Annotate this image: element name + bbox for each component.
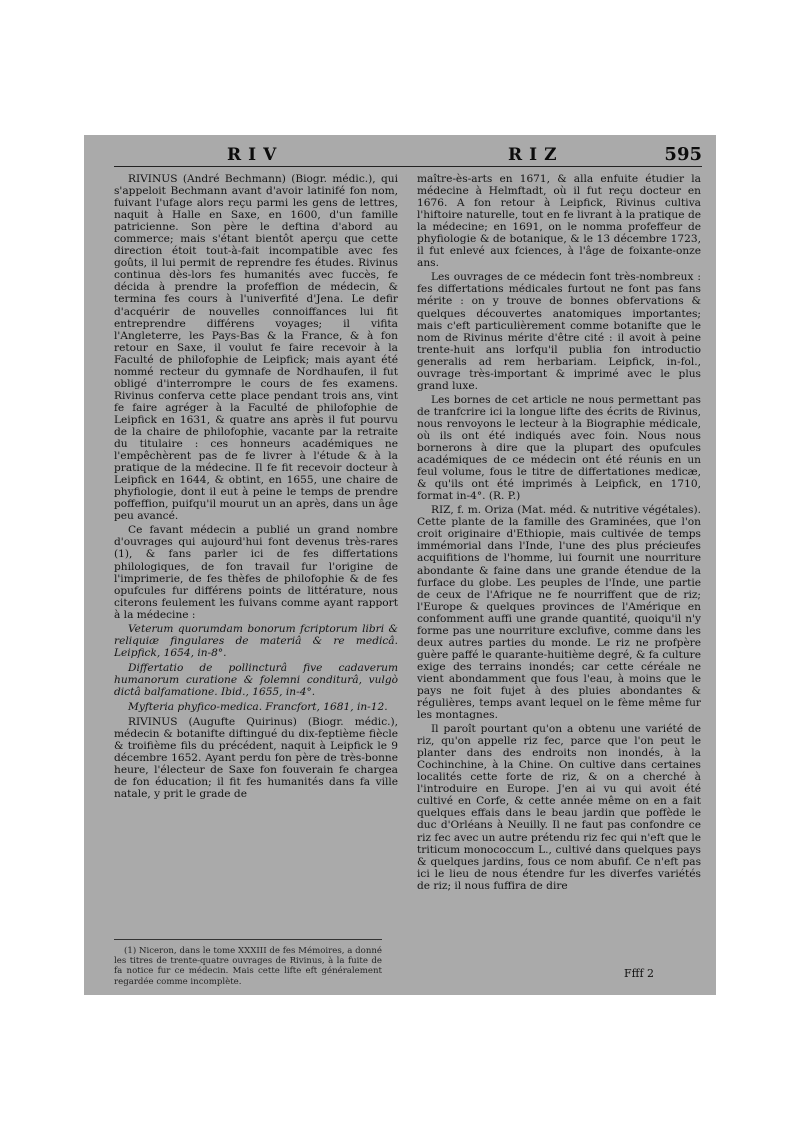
paragraph-works-intro: Ce favant médecin a publié un grand nombre d'ouvrages qui aujourd'hui font devenus très-rares (1), & fans parler ici de fes differtations philologiques, de fon travail fur l'origine de l'imprimerie, de fes thèfes de philofophie & de fes opufcules fur différens points de littérature, nous citerons feulement les fuivans comme ayant rapport à la médecine : xyxy=(114,524,398,621)
scanned-page xyxy=(84,135,716,995)
entry-rivinus-andre: RIVINUS (André Bechmann) (Biogr. médic.), qui s'appeloit Bechmann avant d'avoir latinifé fon nom, fuivant l'ufage alors reçu parmi les gens de lettres, naquit à Halle en Saxe, en 1600, d'un famille patricienne. Son père le deftina d'abord au commerce; mais s'étant bientôt aperçu que cette direction étoit tout-à-fait incompatible avec fes goûts, il lui permit de reprendre fes études. Rivinus continua dès-lors fes humanités avec fuccès, fe décida à prendre la profeffion de médecin, & termina fes cours à l'univerfité d'Jena. Le defir d'acquérir de nouvelles connoiffances lui fit entreprendre différens voyages; il vifita l'Angleterre, les Pays-Bas & la France, & à fon retour en Saxe, il voulut fe faire recevoir à la Faculté de philofophie de Leipfick; mais ayant été nommé recteur du gymnafe de Nordhaufen, il fut obligé d'interrompre le cours de fes examens. Rivinus conferva cette place pendant trois ans, vint fe faire agréger à la Faculté de philofophie de Leipfick en 1631, & quatre ans après il fut pourvu de la chaire de philofophie, vacante par la retraite du titulaire : ces honneurs académiques ne l'empêchèrent pas de fe livrer à l'étude & à la pratique de la médecine. Il fe fit recevoir docteur à Leipfick en 1644, & obtint, en 1655, une chaire de phyfiologie, dont il eut à peine le temps de prendre poffeffion, puifqu'il mourut un an après, dans un âge peu avancé. xyxy=(114,173,398,523)
entry-rivinus-augufte: RIVINUS (Augufte Quirinus) (Biogr. médic.), médecin & botanifte diftingué du dix-feptième fiècle & troifième fils du précédent, naquit à Leipfick le 9 décembre 1652. Ayant perdu fon père de très-bonne heure, l'électeur de Saxe fon fouverain fe chargea de fon éducation; il fit fes humanités dans fa ville natale, y prit le grade de xyxy=(114,716,398,801)
signature-mark: Ffff 2 xyxy=(624,967,655,980)
running-head-right: RIZ xyxy=(508,145,564,165)
entry-riz: RIZ, f. m. Oriza (Mat. méd. & nutritive végétales). Cette plante de la famille des Graminées, que l'on croit originaire d'Ethiopie, mais cultivée de temps immémorial dans l'Inde, l'une des plus précieufes acquifitions de l'homme, lui fournit une nourriture abondante & faine dans une grande étendue de la furface du globe. Les peuples de l'Inde, une partie de ceux de l'Afrique ne fe nourriffent que de riz; l'Europe & quelques provinces de l'Amérique en confomment auffi une grande quantité, quoiqu'il n'y forme pas une nourriture exclufive, comme dans les deux autres parties du monde. Le riz ne profpère guère paffé le quarante-huitième degré, & fa culture exige des terrains inondés; car cette céréale ne vient abondamment que fous l'eau, à moins que le pays ne foit fujet à des pluies abondantes & régulières, temps avant lequel on le fème même fur les montagnes. xyxy=(417,504,701,722)
paragraph-rivinus-works: Les ouvrages de ce médecin font très-nombreux : fes differtations médicales furtout ne font pas fans mérite : on y trouve de bonnes obfervations & quelques découvertes anatomiques importantes; mais c'eft particulièrement comme botanifte que le nom de Rivinus mérite d'être cité : il avoit à peine trente-huit ans lorfqu'il publia fon introductio generalis ad rem herbariam. Leipfick, in-fol., ouvrage très-important & imprimé avec le plus grand luxe. xyxy=(417,271,701,392)
paragraph-riz-fec: Il paroît pourtant qu'on a obtenu une variété de riz, qu'on appelle riz fec, parce que l'on peut le planter dans des endroits non inondés, à la Cochinchine, à la Chine. On cultive dans certaines localités cette forte de riz, & on a cherché à l'introduire en Europe. J'en ai vu qui avoit été cultivé en Corfe, & cette année même on en a fait quelques effais dans le beau jardin que poffède le duc d'Orléans à Neuilly. Il ne faut pas confondre ce riz fec avec un autre prétendu riz fec qui n'eft que le triticum monococcum L., cultivé dans quelques pays & quelques jardins, fous ce nom abufif. Ce n'eft pas ici le lieu de nous étendre fur les diverfes variétés de riz; il nous fuffira de dire xyxy=(417,723,702,892)
citation-differtatio: Differtatio de pollincturâ five cadaverum humanorum curatione & folemni conditurâ, vulgò dictâ balfamatione. Ibid., 1655, in-4°. xyxy=(114,661,398,698)
footnote-text: (1) Niceron, dans le tome XXXIII de fes Mémoires, a donné les titres de trente-quatre ouvrages de Rivinus, à la fuite de fa notice fur ce médecin. Mais cette lifte eft généralement regardée comme incomplète. xyxy=(114,946,382,987)
footnote-rule xyxy=(114,939,382,940)
paragraph-rivinus-bornes: Les bornes de cet article ne nous permettant pas de tranfcrire ici la longue lifte des écrits de Rivinus, nous renvoyons le lecteur à la Biographie médicale, où ils ont été indiqués avec foin. Nous nous bornerons à dire que la plupart des opufcules académiques de ce médecin ont été réunis en un feul volume, fous le titre de differtationes medicæ, & qu'ils ont été imprimés à Leipfick, en 1710, format in-4°. (R. P.) xyxy=(417,393,701,503)
footnote xyxy=(114,946,382,987)
running-head-left: RIV xyxy=(227,145,284,165)
right-column xyxy=(417,173,701,894)
paragraph-rivinus-continued: maître-ès-arts en 1671, & alla enfuite étudier la médecine à Helmftadt, où il fut reçu docteur en 1676. A fon retour à Leipfick, Rivinus cultiva l'hiftoire naturelle, tout en fe livrant à la pratique de la médecine; en 1691, on le nomma profeffeur de phyfiologie & de botanique, & le 13 décembre 1723, il fut enlevé aux fciences, à l'âge de foixante-onze ans. xyxy=(417,173,701,270)
header-rule xyxy=(114,166,702,167)
left-column xyxy=(114,173,398,802)
citation-myfteria: Myfteria phyfico-medica. Francfort, 1681, in-12. xyxy=(128,701,388,714)
page-number: 595 xyxy=(664,144,702,165)
citation-veterum: Veterum quorumdam bonorum fcriptorum libri & reliquiæ fingulares de materiâ & re medicâ. Leipfick, 1654, in-8°. xyxy=(114,622,398,659)
